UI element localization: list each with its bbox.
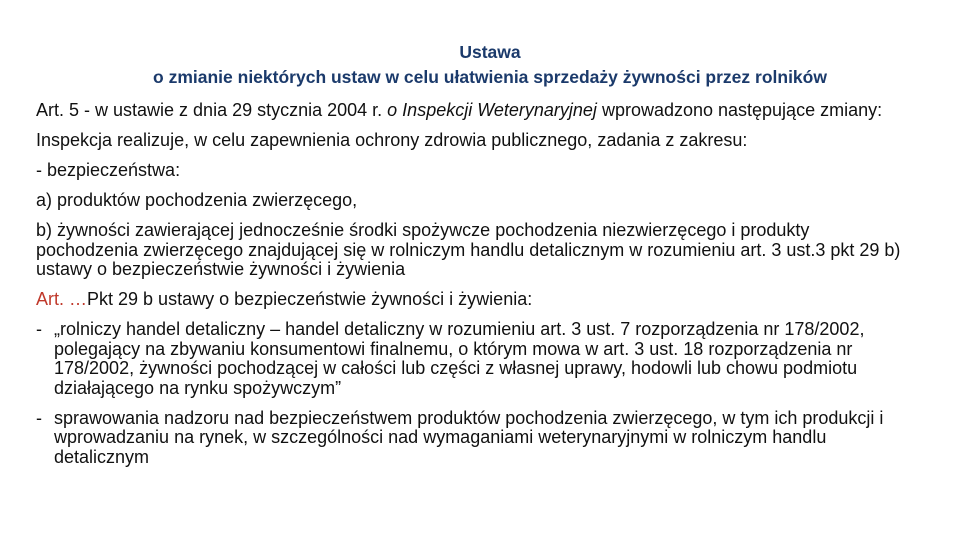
point-a-paragraph: a) produktów pochodzenia zwierzęcego, xyxy=(36,190,358,210)
list-item-text: sprawowania nadzoru nad bezpieczeństwem produktów pochodzenia zwierzęcego, w tym ich produkcji i wprowadzaniu na rynek, w szczególności nad wymaganiami weterynaryjnymi w rolniczym handlu detalicznym xyxy=(54,407,884,467)
art5-suffix: wprowadzono następujące zmiany: xyxy=(596,100,883,120)
list-item xyxy=(36,409,916,468)
art-pkt-paragraph xyxy=(36,290,916,310)
art-pkt-text: Pkt 29 b ustawy o bezpieczeństwie żywności i żywienia: xyxy=(87,289,533,309)
art5-prefix: Art. 5 - w ustawie z dnia 29 stycznia 2004 r. xyxy=(36,100,388,120)
bezpieczenstwa-paragraph: - bezpieczeństwa: xyxy=(36,160,181,180)
art-reference-red: Art. … xyxy=(36,289,88,309)
slide-body xyxy=(36,101,916,478)
title-line-2: o zmianie niektórych ustaw w celu ułatwienia sprzedaży żywności przez rolników xyxy=(153,67,827,87)
slide-title xyxy=(60,40,920,90)
list-item-text: „rolniczy handel detaliczny – handel detaliczny w rozumieniu art. 3 ust. 7 rozporządzenia nr 178/2002, polegający na zbywaniu konsumentowi finalnemu, o którym mowa w art. 3 ust. 18 rozporządzenia nr 178/2002, żywności pochodzącej w całości lub części z własnej uprawy, hodowli lub chowu podmiotu działającego na rynku spożywczym” xyxy=(54,319,865,398)
list-item xyxy=(36,320,916,398)
point-b-paragraph: b) żywności zawierającej jednocześnie środki spożywcze pochodzenia niezwierzęcego i produkty pochodzenia zwierzęcego znajdującej się w rolniczym handlu detalicznym w rozumieniu art. 3 ust.3 pkt 29 b) ustawy o bezpieczeństwie żywności i żywienia xyxy=(36,220,901,279)
dash-bullet: - xyxy=(36,407,42,428)
dash-bullet: - xyxy=(36,319,42,339)
title-line-1: Ustawa xyxy=(459,42,521,62)
inspekcja-paragraph: Inspekcja realizuje, w celu zapewnienia ochrony zdrowia publicznego, zadania z zakresu: xyxy=(36,130,748,150)
art5-paragraph xyxy=(36,101,916,121)
art5-italic: o Inspekcji Weterynaryjnej xyxy=(387,100,597,120)
